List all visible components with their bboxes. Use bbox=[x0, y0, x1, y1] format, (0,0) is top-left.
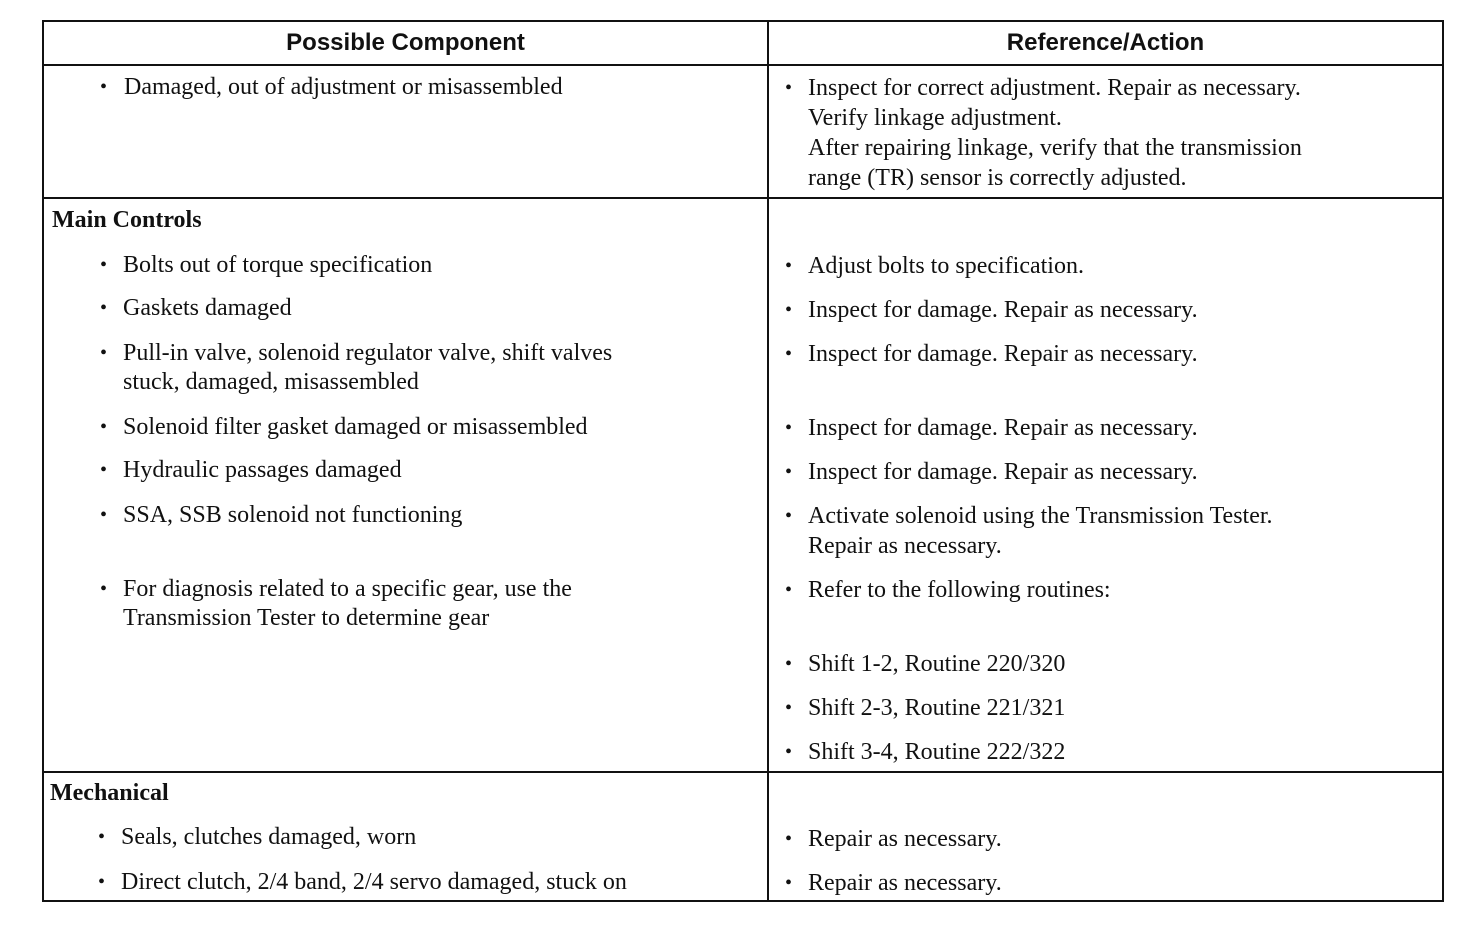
bullet-icon: • bbox=[785, 828, 793, 850]
component-item: SSA, SSB solenoid not functioning bbox=[123, 502, 463, 528]
action-item: Inspect for damage. Repair as necessary. bbox=[808, 297, 1198, 323]
bullet-icon: • bbox=[785, 697, 793, 719]
bullet-icon: • bbox=[98, 871, 106, 893]
component-item: Bolts out of torque specification bbox=[123, 252, 433, 278]
action-item: Inspect for damage. Repair as necessary. bbox=[808, 459, 1198, 485]
component-item: Direct clutch, 2/4 band, 2/4 servo damaged, stuck on bbox=[121, 869, 627, 895]
component-item: Hydraulic passages damaged bbox=[123, 457, 402, 483]
section-title-main-controls: Main Controls bbox=[52, 207, 202, 233]
bullet-icon: • bbox=[785, 741, 793, 763]
bullet-icon: • bbox=[785, 77, 793, 99]
bullet-icon: • bbox=[785, 461, 793, 483]
component-item: Gaskets damaged bbox=[123, 295, 292, 321]
component-item: Damaged, out of adjustment or misassembled bbox=[124, 74, 563, 100]
bullet-icon: • bbox=[98, 826, 106, 848]
action-item: Inspect for damage. Repair as necessary. bbox=[808, 415, 1198, 441]
action-line: range (TR) sensor is correctly adjusted. bbox=[808, 165, 1187, 191]
bullet-icon: • bbox=[100, 459, 108, 481]
action-item: Activate solenoid using the Transmission Tester. bbox=[808, 503, 1273, 529]
bullet-icon: • bbox=[100, 254, 108, 276]
row-divider-mechanical bbox=[42, 771, 1444, 773]
bullet-icon: • bbox=[100, 76, 108, 98]
bullet-icon: • bbox=[100, 504, 108, 526]
bullet-icon: • bbox=[100, 578, 108, 600]
row-divider-main-controls bbox=[42, 197, 1444, 199]
action-line: After repairing linkage, verify that the transmission bbox=[808, 135, 1302, 161]
bullet-icon: • bbox=[100, 297, 108, 319]
component-item: For diagnosis related to a specific gear, use the bbox=[123, 576, 572, 602]
action-item: Inspect for damage. Repair as necessary. bbox=[808, 341, 1198, 367]
routine-item: Shift 3-4, Routine 222/322 bbox=[808, 739, 1066, 765]
bullet-icon: • bbox=[785, 653, 793, 675]
bullet-icon: • bbox=[785, 579, 793, 601]
component-item: Solenoid filter gasket damaged or misassembled bbox=[123, 414, 588, 440]
component-item-continued: stuck, damaged, misassembled bbox=[123, 369, 419, 395]
bullet-icon: • bbox=[785, 505, 793, 527]
bullet-icon: • bbox=[785, 299, 793, 321]
component-item: Seals, clutches damaged, worn bbox=[121, 824, 417, 850]
routine-item: Shift 2-3, Routine 221/321 bbox=[808, 695, 1066, 721]
component-item-continued: Transmission Tester to determine gear bbox=[123, 605, 490, 631]
bullet-icon: • bbox=[785, 255, 793, 277]
bullet-icon: • bbox=[785, 417, 793, 439]
action-item: Repair as necessary. bbox=[808, 870, 1002, 896]
action-item: Repair as necessary. bbox=[808, 826, 1002, 852]
action-item: Refer to the following routines: bbox=[808, 577, 1111, 603]
header-possible-component: Possible Component bbox=[286, 29, 525, 56]
action-item: Adjust bolts to specification. bbox=[808, 253, 1084, 279]
header-divider bbox=[42, 64, 1444, 66]
header-reference-action: Reference/Action bbox=[1006, 29, 1205, 56]
action-line: Verify linkage adjustment. bbox=[808, 105, 1062, 131]
component-item: Pull-in valve, solenoid regulator valve, shift valves bbox=[123, 340, 613, 366]
bullet-icon: • bbox=[100, 342, 108, 364]
section-title-mechanical: Mechanical bbox=[50, 780, 169, 806]
routine-item: Shift 1-2, Routine 220/320 bbox=[808, 651, 1066, 677]
column-divider bbox=[767, 20, 769, 902]
action-item-continued: Repair as necessary. bbox=[808, 533, 1002, 559]
action-line: Inspect for correct adjustment. Repair as necessary. bbox=[808, 75, 1301, 101]
bullet-icon: • bbox=[100, 416, 108, 438]
bullet-icon: • bbox=[785, 343, 793, 365]
bullet-icon: • bbox=[785, 872, 793, 894]
